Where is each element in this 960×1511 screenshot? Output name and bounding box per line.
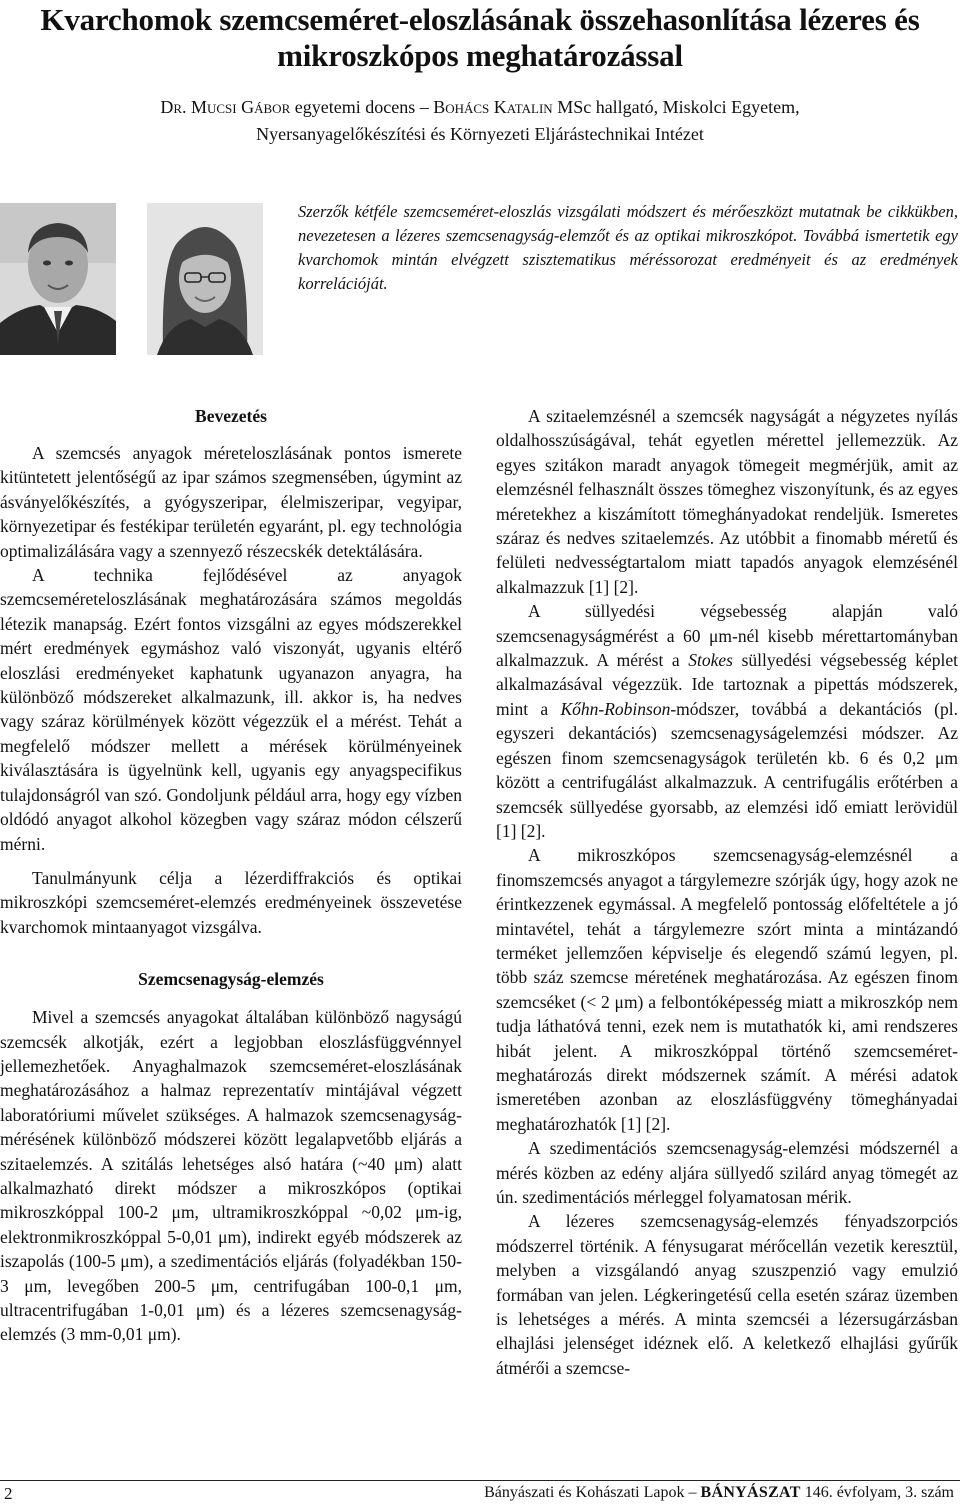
heading-analysis: Szemcsenagyság-elemzés (138, 969, 324, 990)
page-number: 2 (4, 1484, 13, 1503)
author1-name: Dr. Mucsi Gábor (160, 97, 291, 117)
journal-citation: Bányászati és Kohászati Lapok – BÁNYÁSZAT 146. évfolyam, 3. szám (484, 1484, 954, 1501)
paragraph: A technika fejlődésével az anyagok szemcseméreteloszlásának meghatározására számos megoldás létezik manapság. Ezért fontos vizsgálni az egyes módszerekkel mért eredmények egymáshoz való viszonyát, ugyanis eltérő eloszlási eredményeket kaphatunk ugyanazon anyagra, ha különböző módszereket alkalmazunk, ill. akkor is, ha nedves vagy száraz körülmények között végezzük el a mérést. Tehát a megfelelő módszer mellett a mérések körülményeinek kiválasztására is ügyelnünk kell, ugyanis egy anyagspecifikus tulajdonságról van szó. Gondoljunk például arra, hogy egy vízben oldódó anyagot alkohol közegben vagy száraz módon célszerű mérni. (0, 565, 462, 854)
affiliation: Nyersanyagelőkészítési és Környezeti Eljárástechnikai Intézet (256, 124, 704, 144)
author1-role: egyetemi docens – (290, 97, 434, 117)
author2-photo (147, 203, 263, 355)
heading-intro: Bevezetés (195, 406, 267, 426)
article-title: Kvarchomok szemcseméret-eloszlásának összehasonlítása lézeres és mikroszkópos meghatározással (40, 2, 920, 73)
paragraph: A süllyedési végsebesség alapján való szemcsenagyságmérést a 60 μm-nél kisebb mérettartományban alkalmazzuk. A mérést a Stokes süllyedési végsebesség képlet alkalmazásával végezzük. Ide tartoznak a pipettás módszerek, mint a Kőhn-Robinson-módszer, továbbá a dekantációs (pl. egyszeri dekantációs) szemcsenagyságelemzési módszer. Az egészen finom szemcsenagyságok területén kb. 6 és 0,2 μm között a centrifugálást alkalmazzuk. A centrifugális erőtérben a szemcsék süllyedése gyorsabb, az elemzési idő emiatt lerövidül [1] [2]. (496, 601, 958, 841)
footer-rule (0, 1480, 960, 1481)
abstract: Szerzők kétféle szemcseméret-eloszlás vizsgálati módszert és mérőeszközt mutatnak be cikkükben, nevezetesen a lézeres szemcsenagyság-elemzőt és az optikai mikroszkópot. Továbbá ismertetik egy kvarchomok mintán elvégzett szisztematikus méréssorozat eredményeit és az eredmények korrelációját. (298, 202, 958, 293)
author-line (40, 94, 920, 148)
author2-name: Bohács Katalin (433, 97, 553, 117)
paragraph: A szemcsés anyagok méreteloszlásának pontos ismerete kitüntetett jelentőségű az ipar számos szegmensében, úgymint az ásványelőkészítés, a gyógyszeripar, élelmiszeripar, vegyipar, környezetipar és festékipar területén egyaránt, pl. egy technológia optimalizálására vagy a szennyező részecskék detektálására. (0, 443, 462, 561)
paragraph: Mivel a szemcsés anyagokat általában különböző nagyságú szemcsék alkotják, ezért a legjobban eloszlásfüggvénnyel jellemezhetőek. Anyaghalmazok szemcseméret-eloszlásának meghatározásához a halmaz reprezentatív mintájával végzett laboratóriumi művelet szükséges. A halmazok szemcsenagyság-mérésének különböző módszerei között legalapvetőbb eljárás a szitaelemzés. A szitálás lehetséges alsó határa (~40 μm) alatt alkalmazható direkt módszer a mikroszkópos (optikai mikroszkóppal 100-2 μm, ultramikroszkóppal ~0,02 μm-ig, elektronmikroszkóppal 5-0,01 μm), indirekt egyéb módszerek az iszapolás (100-5 μm), a szedimentációs eljárás (folyadékban 150-3 μm, levegőben 200-5 μm, centrifugában 100-0,1 μm, ultracentrifugában 1-0,01 μm) és a lézeres szemcsenagyság-elemzés (3 mm-0,01 μm). (0, 1007, 462, 1345)
paragraph: A mikroszkópos szemcsenagyság-elemzésnél a finomszemcsés anyagot a tárgylemezre szórják úgy, hogy azok ne érintkezzenek egymással. A megfelelő pontosság előfeltétele a jó mintavétel, tehát a tárgylemezre szórt minta a mintázandó terméket jellemzően képviselje és elegendő számú legyen, pl. több száz szemcse méretének meghatározása. Az egészen finom szemcséket (< 2 μm) a felbontóképesség miatt a mikroszkóp nem tudja láthatóvá tenni, ezek nem is mutathatók ki, ami rendszeres hibát jelent. A mikroszkóppal történő szemcseméret-meghatározás direkt módszernek számít. A mérési adatok ismeretében azonban az eloszlásfüggvény tömeghányadai meghatározhatók [1] [2]. (496, 845, 958, 1134)
paragraph: A lézeres szemcsenagyság-elemzés fényadszorpciós módszerrel történik. A fénysugarat mérőcellán vezetik keresztül, melyben a vizsgálandó anyag szuszpenzió vagy emulzió formában van jelen. Légkeringetésű cella esetén száraz üzemben is lehetséges a mérés. A minta szemcséi a lézersugárzásban elhajlási jelenséget idéznek elő. A keletkező elhajlási gyűrűk átmérői a szemcse- (496, 1211, 958, 1378)
author1-photo (0, 203, 116, 355)
author2-role: MSc hallgató, Miskolci Egyetem, (552, 97, 800, 117)
right-column (496, 404, 958, 1380)
left-column (0, 404, 462, 1347)
paragraph: A szitaelemzésnél a szemcsék nagyságát a négyzetes nyílás oldalhosszúságával, tehát egyetlen mérettel jellemezzük. Az egyes szitákon maradt anyagok tömegeit megmérjük, amit az elemzésnél felhasznált összes tömeghez viszonyítunk, és az egyes méretekhez a kiszámított tömeghányadokat rendeljük. Ismeretes száraz és nedves szitaelemzés. Az utóbbit a finomabb méretű és felületi nedvességtartalom miatt tapadós anyagok elemzésénél alkalmazzuk [1] [2]. (496, 406, 958, 597)
paragraph: Tanulmányunk célja a lézerdiffrakciós és optikai mikroszkópi szemcseméret-elemzés eredményeinek összevetése kvarchomok mintaanyagot vizsgálva. (0, 867, 462, 937)
paragraph: A szedimentációs szemcsenagyság-elemzési módszernél a mérés közben az edény aljára süllyedő szilárd anyag tömegét az ún. szedimentációs mérleggel folyamatosan mérik. (496, 1138, 958, 1207)
